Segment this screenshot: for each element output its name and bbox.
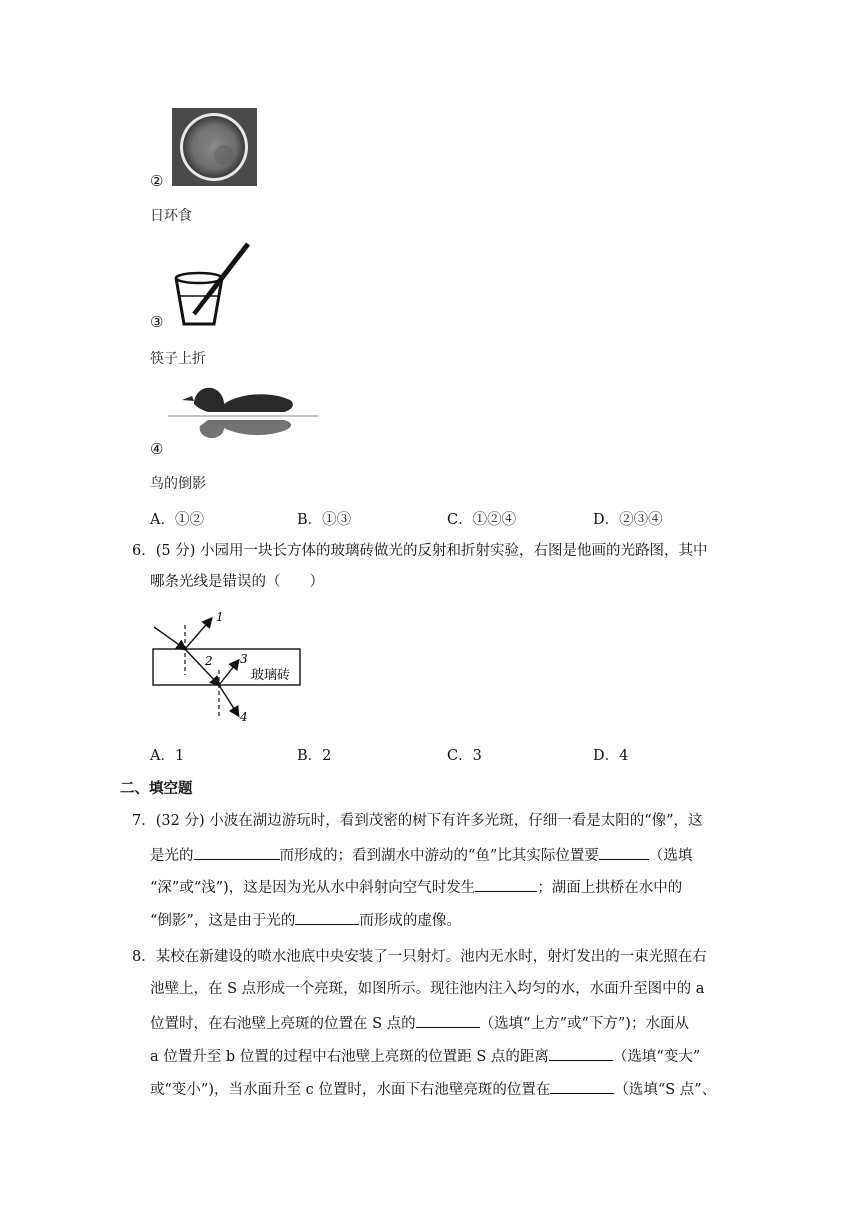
q7-text: 而形成的虚像。 bbox=[359, 913, 461, 929]
annular-eclipse-image bbox=[172, 108, 257, 186]
q7-line1: 7．(32 分) 小波在湖边游玩时，看到茂密的树下有许多光斑，仔细一看是太阳的“像”，这 bbox=[132, 813, 703, 829]
q8-text: 或“变小”)，当水面升至 c 位置时，水面下右池壁亮斑的位置在 bbox=[150, 1082, 551, 1098]
q7-text: ；湖面上拱桥在水中的 bbox=[537, 880, 683, 896]
q7-text: “倒影”，这是由于光的 bbox=[150, 913, 296, 929]
caption-bird-reflection: 鸟的倒影 bbox=[150, 476, 206, 492]
q6-option-b[interactable]: B．2 bbox=[297, 748, 332, 764]
q5-option-c[interactable]: C．①②④ bbox=[447, 512, 517, 528]
q8-line4 bbox=[150, 1044, 700, 1067]
q8-line5 bbox=[150, 1077, 716, 1100]
q8-line2: 池壁上，在 S 点形成一个亮斑，如图所示。现往池内注入均匀的水，水面升至图中的 a bbox=[150, 981, 705, 997]
q6-stem-line2: 哪条光线是错误的（ ） bbox=[150, 574, 324, 590]
glass-brick-ray-diagram bbox=[148, 605, 308, 725]
caption-chopsticks: 筷子上折 bbox=[150, 351, 206, 367]
q6-option-c[interactable]: C．3 bbox=[447, 748, 482, 764]
item-marker-3: ③ bbox=[150, 313, 164, 331]
q7-line2 bbox=[150, 843, 692, 866]
ray-label-3: 3 bbox=[240, 652, 248, 666]
q6-option-d[interactable]: D．4 bbox=[593, 748, 629, 764]
chopsticks-in-glass-image bbox=[170, 240, 252, 330]
bird-reflection-image bbox=[168, 380, 320, 440]
q7-text: “深”或“浅”)，这是因为光从水中斜射向空气时发生 bbox=[150, 880, 476, 896]
q7-text: 是光的 bbox=[150, 848, 194, 864]
q6-option-a[interactable]: A．1 bbox=[150, 748, 185, 764]
q7-text: （选填 bbox=[648, 848, 693, 864]
q7-line4 bbox=[150, 908, 461, 931]
glass-brick-label: 玻璃砖 bbox=[251, 668, 291, 683]
section-title-fill-in: 二、填空题 bbox=[120, 781, 193, 797]
q7-blank-2[interactable] bbox=[599, 843, 649, 860]
q8-blank-3[interactable] bbox=[550, 1077, 614, 1094]
item-marker-2: ② bbox=[150, 172, 164, 190]
q8-text: a 位置升至 b 位置的过程中右池壁上亮斑的位置距 S 点的距离 bbox=[150, 1049, 549, 1065]
q6-options bbox=[150, 744, 750, 766]
q7-blank-4[interactable] bbox=[295, 908, 359, 925]
q8-text: （选填“S 点”、 bbox=[614, 1082, 717, 1098]
item-marker-4: ④ bbox=[150, 440, 164, 458]
q7-blank-1[interactable] bbox=[194, 843, 280, 860]
q5-option-d[interactable]: D．②③④ bbox=[593, 512, 663, 528]
caption-annular-eclipse: 日环食 bbox=[150, 208, 192, 224]
q8-line1: 8．某校在新建设的喷水池底中央安装了一只射灯。池内无水时，射灯发出的一束光照在右 bbox=[132, 949, 707, 965]
ray-label-1: 1 bbox=[216, 610, 224, 624]
q7-line3 bbox=[150, 875, 682, 898]
q8-text: （选填“上方”或“下方”)；水面从 bbox=[479, 1016, 689, 1032]
q5-option-b[interactable]: B．①③ bbox=[297, 512, 352, 528]
q7-text: 而形成的；看到湖水中游动的“鱼”比其实际位置要 bbox=[279, 848, 599, 864]
q8-text: （选填“变大” bbox=[612, 1049, 701, 1065]
q5-option-a[interactable]: A．①② bbox=[150, 512, 204, 528]
q8-blank-2[interactable] bbox=[549, 1044, 613, 1061]
q8-text: 位置时，在右池壁上亮斑的位置在 S 点的 bbox=[150, 1016, 416, 1032]
ray-label-4: 4 bbox=[240, 710, 248, 724]
q6-stem-line1: 6．(5 分) 小园用一块长方体的玻璃砖做光的反射和折射实验，右图是他画的光路图，其中 bbox=[132, 543, 708, 559]
q8-blank-1[interactable] bbox=[416, 1011, 480, 1028]
q5-options bbox=[150, 508, 750, 530]
ray-label-2: 2 bbox=[205, 654, 213, 668]
q7-blank-3[interactable] bbox=[475, 875, 537, 892]
q8-line3 bbox=[150, 1011, 689, 1034]
